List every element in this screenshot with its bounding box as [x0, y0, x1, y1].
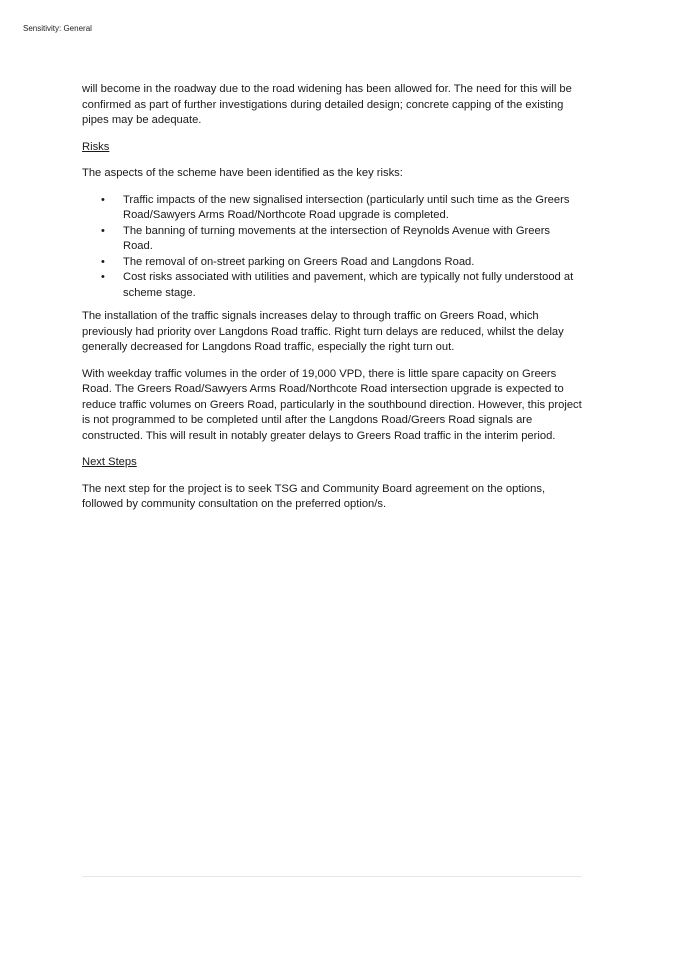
risk-item-text: Cost risks associated with utilities and pavement, which are typically not fully understood at scheme stage.	[123, 271, 574, 299]
sensitivity-label: Sensitivity: General	[23, 24, 92, 33]
bullet-icon: •	[101, 193, 105, 206]
volumes-paragraph: With weekday traffic volumes in the order of 19,000 VPD, there is little spare capacity on Greers Road. The Greers Road/Sawyers Arms Road/Northcote Road intersection upgrade is expected to reduce traffic volumes on Greers Road, particularly in the southbound direction. However, this project is not programmed to be completed until after the Langdons Road/Greers Road signals are constructed. This will result in notably greater delays to Greers Road traffic in the interim period.	[82, 367, 582, 442]
bullet-icon: •	[101, 271, 105, 283]
risk-item	[82, 224, 582, 255]
risk-item-text: Traffic impacts of the new signalised intersection (particularly until such time as the Greers Road/Sawyers Arms Road/Northcote Road upgrade is completed.	[123, 193, 570, 221]
risk-item	[82, 193, 582, 224]
signals-paragraph: The installation of the traffic signals increases delay to through traffic on Greers Road, which previously had priority over Langdons Road traffic. Right turn delays are reduced, whilst the delay generally decreased for Langdons Road traffic, especially the right turn out.	[82, 310, 564, 353]
document-body	[82, 82, 582, 524]
risks-list	[82, 193, 582, 302]
risks-intro: The aspects of the scheme have been identified as the key risks:	[82, 167, 403, 179]
risk-item-text: The banning of turning movements at the intersection of Reynolds Avenue with Greers Road.	[123, 224, 551, 252]
bullet-icon: •	[101, 224, 105, 237]
footer-divider	[82, 876, 582, 877]
risk-item	[82, 270, 582, 301]
risks-heading: Risks	[82, 140, 110, 153]
next-steps-heading: Next Steps	[82, 456, 137, 468]
risk-item	[82, 255, 582, 271]
risk-item-text: The removal of on-street parking on Greers Road and Langdons Road.	[123, 255, 475, 268]
intro-paragraph: will become in the roadway due to the road widening has been allowed for. The need for this will be confirmed as part of further investigations during detailed design; concrete capping of the existing pipes may be adequate.	[82, 83, 572, 126]
bullet-icon: •	[101, 255, 105, 268]
next-steps-paragraph: The next step for the project is to seek TSG and Community Board agreement on the options, followed by community consultation on the preferred option/s.	[82, 482, 546, 510]
